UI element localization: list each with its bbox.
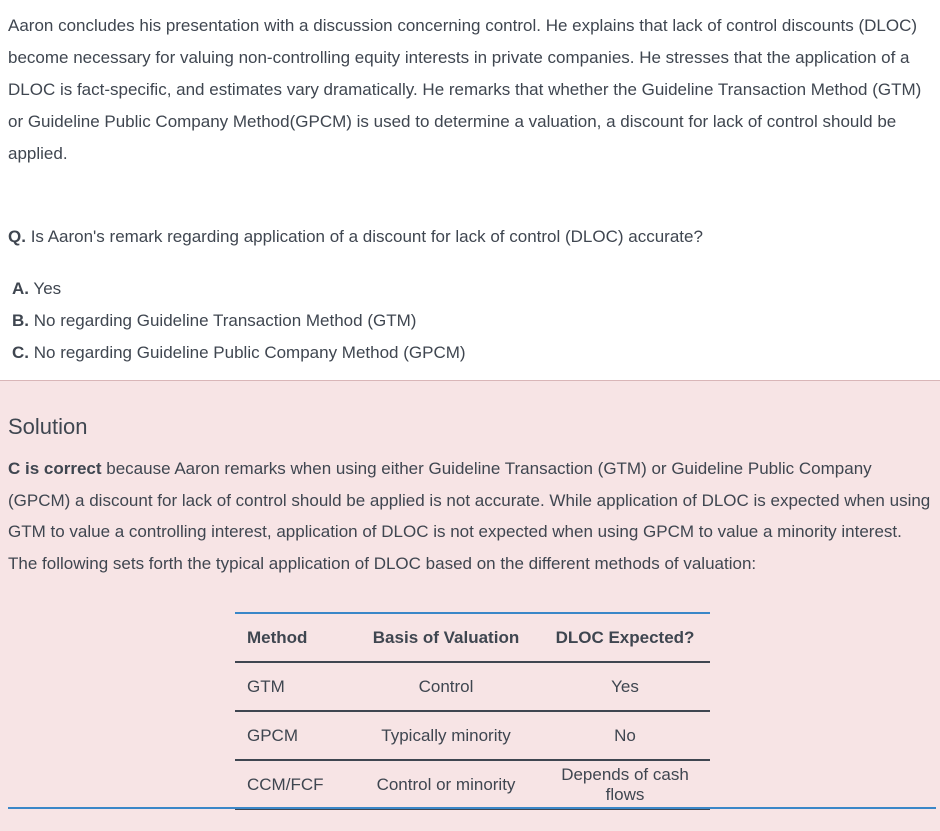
answer-list [12, 273, 466, 369]
cell-dloc: No [540, 711, 710, 760]
cell-method: GTM [235, 662, 352, 711]
question-text: Is Aaron's remark regarding application of a discount for lack of control (DLOC) accurate? [30, 227, 703, 246]
answer-label: B. [12, 311, 29, 330]
cell-dloc: Depends of cash flows [540, 760, 710, 809]
cell-method: GPCM [235, 711, 352, 760]
header-method: Method [235, 613, 352, 662]
bottom-divider [8, 807, 936, 809]
dloc-table [235, 612, 710, 810]
question-label: Q. [8, 227, 26, 246]
answer-text: No regarding Guideline Public Company Method (GPCM) [33, 343, 466, 362]
solution-text [8, 453, 932, 579]
answer-label: C. [12, 343, 29, 362]
answer-text: Yes [33, 279, 62, 298]
passage-text: Aaron concludes his presentation with a discussion concerning control. He explains that lack of control discounts (DLOC) become necessary for valuing non-controlling equity interests in private companies. He stresses that the application of a DLOC is fact-specific, and estimates vary dramatically. He remarks that whether the Guideline Transaction Method (GTM) or Guideline Public Company Method(GPCM) is used to determine a valuation, a discount for lack of control should be applied. [8, 16, 922, 163]
answer-option-b[interactable] [12, 305, 466, 337]
question [8, 222, 932, 252]
cell-basis: Control [352, 662, 540, 711]
table-row [235, 662, 710, 711]
answer-text: No regarding Guideline Transaction Method (GTM) [33, 311, 417, 330]
solution-title: Solution [8, 414, 88, 439]
cell-basis: Typically minority [352, 711, 540, 760]
answer-label: A. [12, 279, 29, 298]
cell-method: CCM/FCF [235, 760, 352, 809]
header-dloc-expected: DLOC Expected? [540, 613, 710, 662]
answer-option-a[interactable] [12, 273, 466, 305]
solution-explanation: because Aaron remarks when using either Guideline Transaction (GTM) or Guideline Public Company (GPCM) a discount for lack of control should be applied is not accurate. While application of DLOC is expected when using GTM to value a controlling interest, application of DLOC is not expected when using GPCM to value a minority interest. The following sets forth the typical application of DLOC based on the different methods of valuation: [8, 459, 931, 573]
table-row [235, 760, 710, 809]
cell-basis: Control or minority [352, 760, 540, 809]
table-row [235, 711, 710, 760]
table-header-row [235, 613, 710, 662]
correct-answer-label: C is correct [8, 459, 102, 478]
cell-dloc: Yes [540, 662, 710, 711]
header-basis: Basis of Valuation [352, 613, 540, 662]
solution-panel [0, 380, 940, 831]
answer-option-c[interactable] [12, 337, 466, 369]
